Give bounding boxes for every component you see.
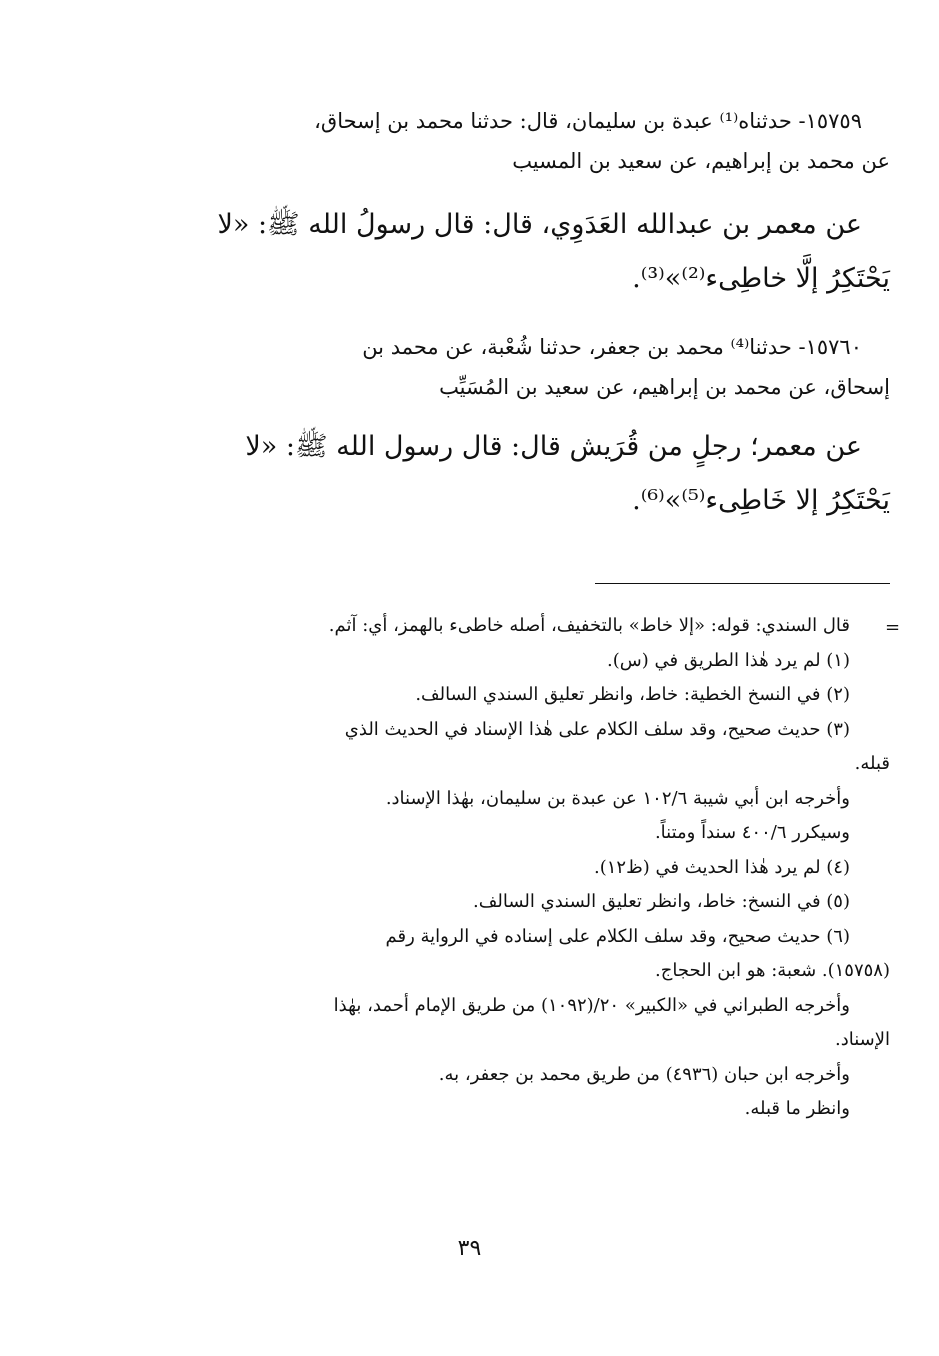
hadith-15759-matn-line-1: عن معمر بن عبدالله العَدَوِي، قال: قال رسولُ الله ﷺ: «لا bbox=[217, 209, 862, 240]
footnote-3-continued: قبله. bbox=[854, 753, 890, 774]
footnote-2: (٢) في النسخ الخطية: خاط، وانظر تعليق السندي السالف. bbox=[415, 684, 850, 705]
footnote-6-ibn-hibban: وأخرجه ابن حبان (٤٩٣٦) من طريق محمد بن جعفر، به. bbox=[438, 1063, 850, 1085]
hadith-15760-chain-line-1: ١٥٧٦٠- حدثنا⁽⁴⁾ محمد بن جعفر، حدثنا شُعْبة، عن محمد بن bbox=[362, 335, 862, 359]
page-number: ٣٩ bbox=[457, 1236, 482, 1261]
hadith-15760-matn-line-2: يَحْتَكِرُ إلا خَاطِىء⁽⁵⁾»⁽⁶⁾. bbox=[632, 485, 890, 516]
hadith-15759-chain-line-1: ١٥٧٥٩- حدثناه⁽¹⁾ عبدة بن سليمان، قال: حدثنا محمد بن إسحاق، bbox=[314, 109, 862, 133]
footnote-6-tabarani: وأخرجه الطبراني في «الكبير» ٢٠/(١٠٩٢) من طريق الإمام أحمد، بهٰذا bbox=[333, 994, 850, 1016]
footnote-3-takhrij: وأخرجه ابن أبي شيبة ١٠٢/٦ عن عبدة بن سليمان، بهٰذا الإسناد. bbox=[385, 787, 850, 809]
footnote-continuation-marker: = bbox=[885, 617, 901, 638]
hadith-15760-matn-line-1: عن معمر؛ رجلٍ من قُرَيش قال: قال رسول الله ﷺ: «لا bbox=[245, 431, 862, 462]
footnote-4: (٤) لم يرد هٰذا الحديث في (ظ١٢). bbox=[593, 856, 850, 878]
hadith-15760-matn bbox=[185, 420, 890, 528]
footnote-6: (٦) حديث صحيح، وقد سلف الكلام على إسناده في الرواية رقم bbox=[385, 925, 850, 947]
hadith-15759-matn bbox=[185, 198, 890, 306]
footnote-6-see-previous: وانظر ما قبله. bbox=[744, 1098, 850, 1119]
footnote-5: (٥) في النسخ: خاط، وانظر تعليق السندي السالف. bbox=[473, 891, 850, 912]
footnote-3-repeat: وسيكرر ٤٠٠/٦ سنداً ومتناً. bbox=[654, 822, 850, 843]
footnote-6-continued: (١٥٧٥٨). شعبة: هو ابن الحجاج. bbox=[655, 960, 890, 981]
hadith-15760-chain-line-2: إسحاق، عن محمد بن إبراهيم، عن سعيد بن المُسَيِّب bbox=[439, 375, 890, 399]
footnote-1: (١) لم يرد هٰذا الطريق في (س). bbox=[607, 649, 850, 671]
hadith-15759-chain-line-2: عن محمد بن إبراهيم، عن سعيد بن المسيب bbox=[512, 149, 890, 173]
hadith-15760 bbox=[185, 327, 890, 407]
footnote-line: قال السندي: قوله: «إلا خاط» بالتخفيف، أصله خاطىء بالهمز، أي: آثم. bbox=[328, 615, 850, 636]
footnote-3: (٣) حديث صحيح، وقد سلف الكلام على هٰذا الإسناد في الحديث الذي bbox=[344, 718, 850, 740]
hadith-15759-matn-line-2: يَحْتَكِرُ إلَّا خاطِىء⁽²⁾»⁽³⁾. bbox=[632, 263, 890, 294]
footnotes bbox=[185, 609, 890, 1127]
footnote-6-tabarani-continued: الإسناد. bbox=[834, 1029, 890, 1050]
footnote-separator bbox=[595, 583, 890, 584]
hadith-15759 bbox=[185, 101, 890, 181]
